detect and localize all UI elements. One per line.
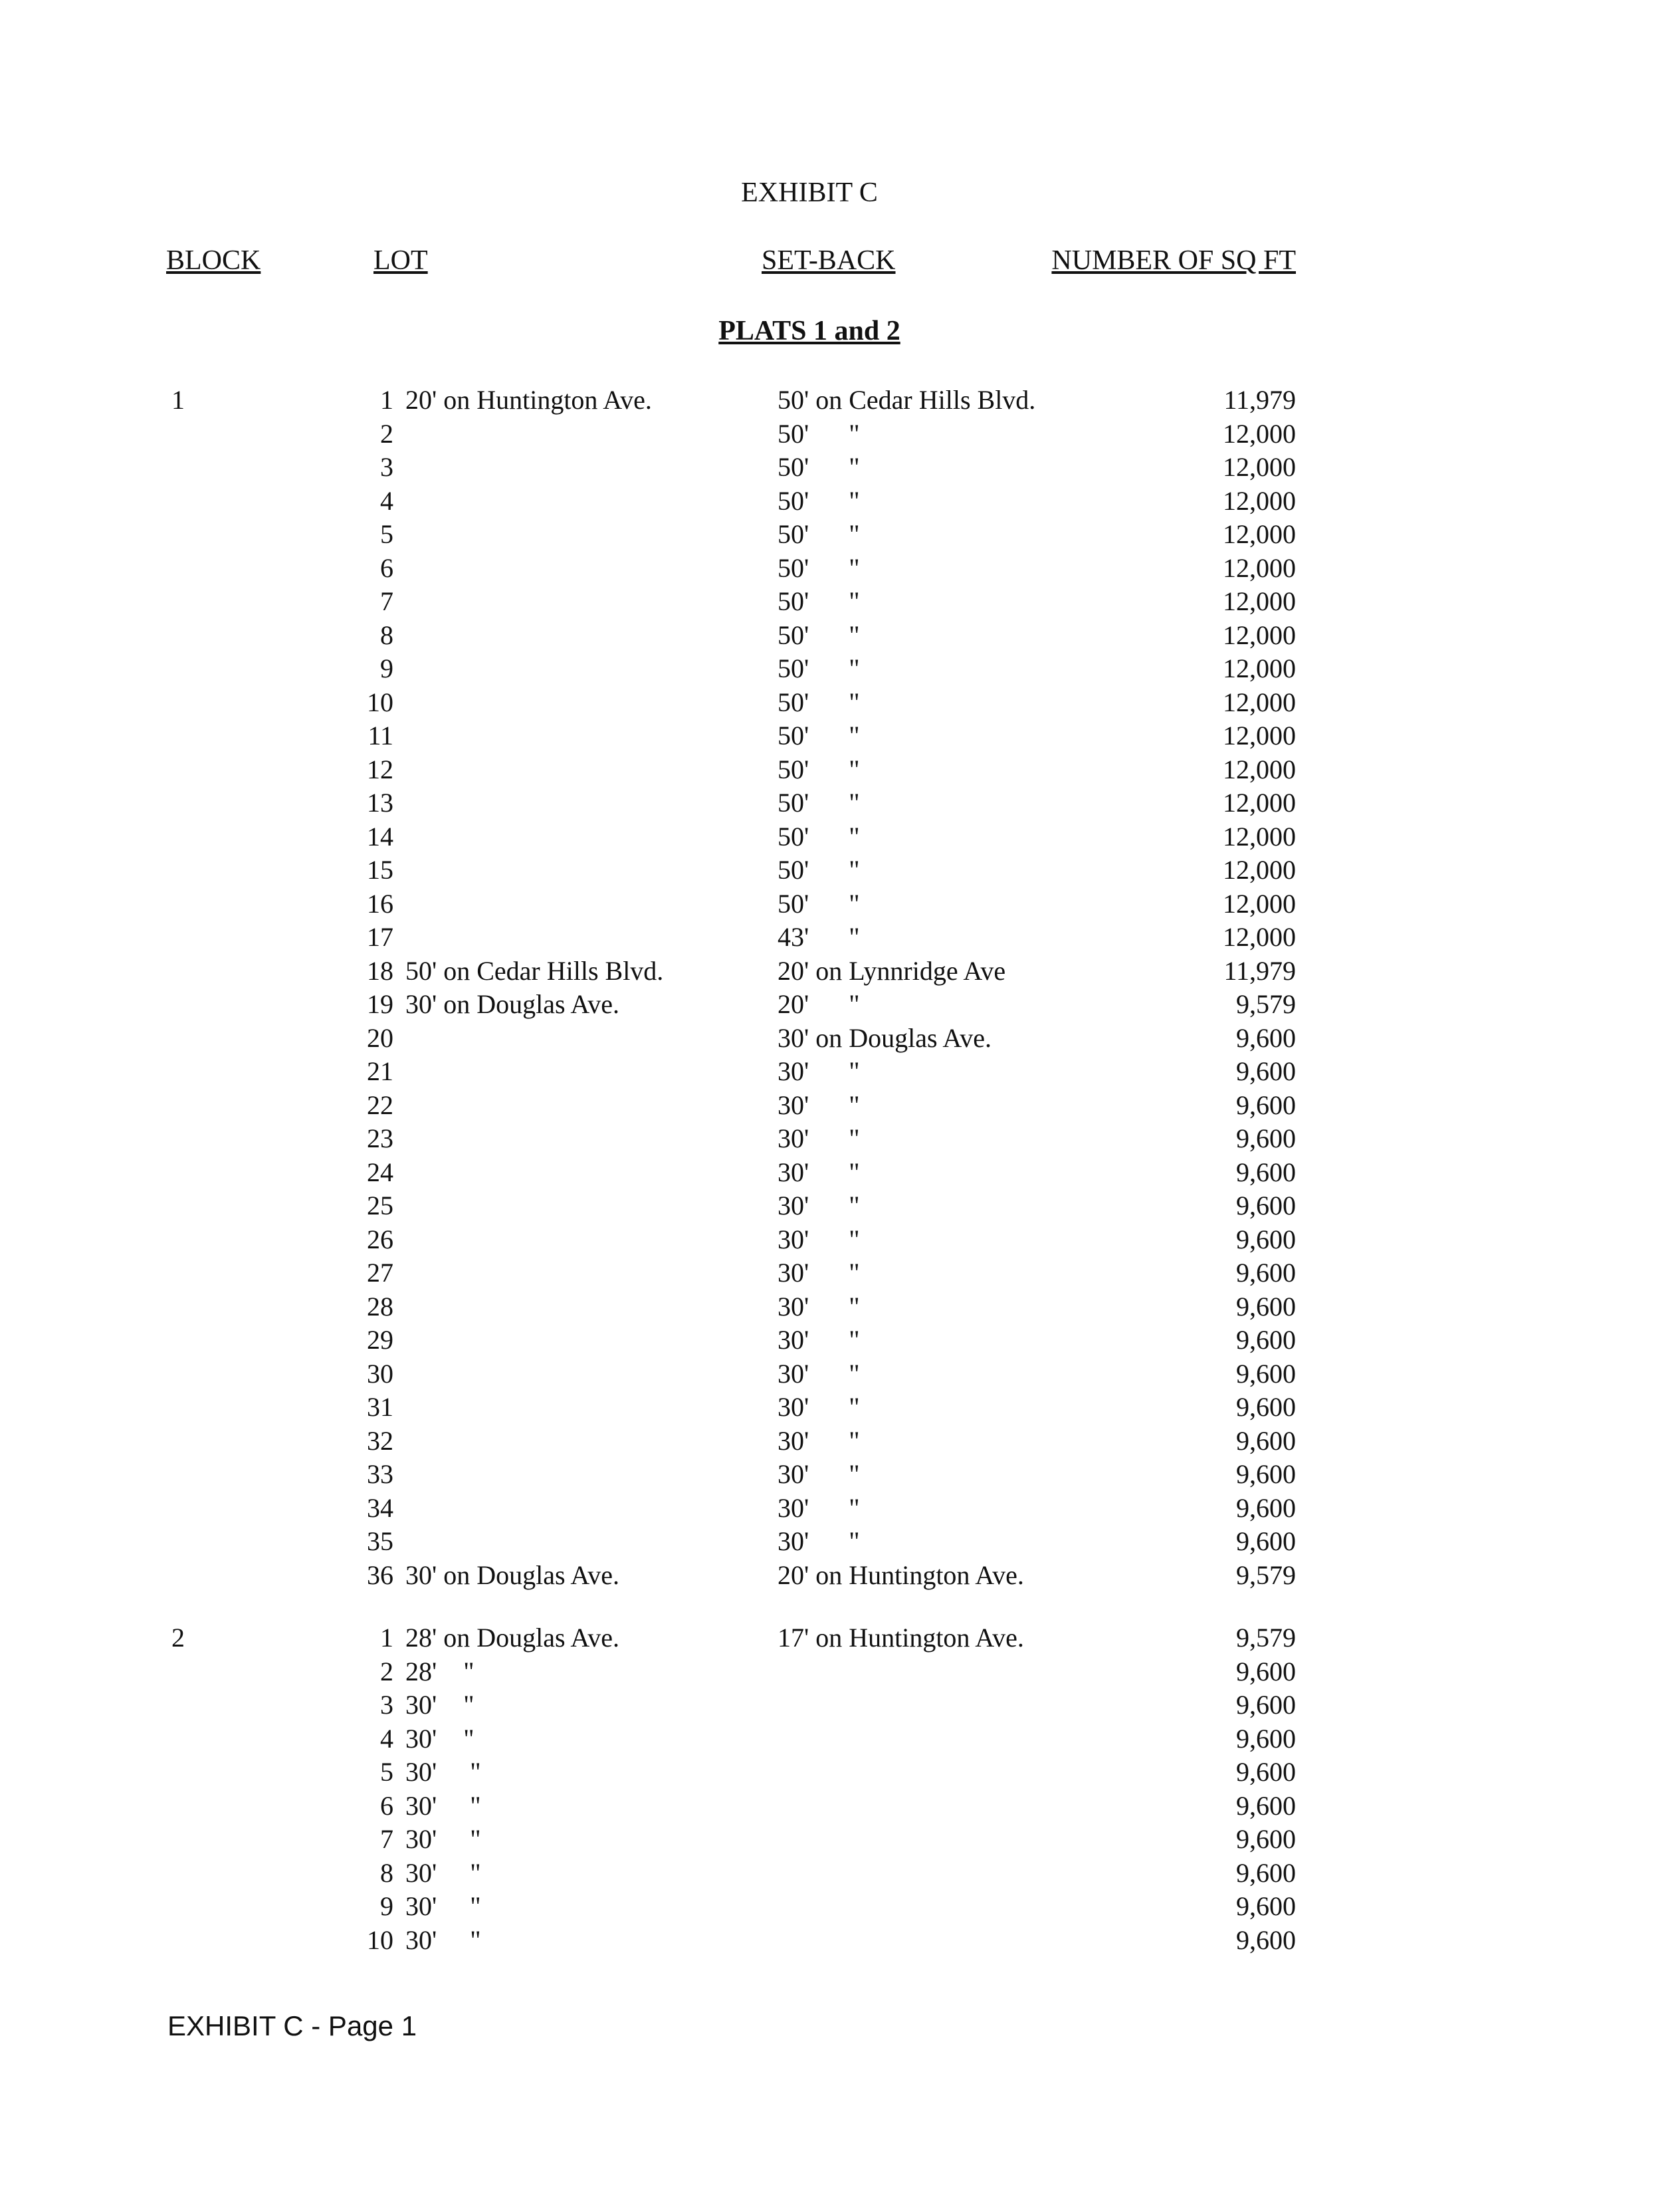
- table-row: [0, 1123, 1680, 1157]
- frontage-cell: 30' ": [405, 1757, 481, 1787]
- setback-cell: 17' on Huntington Ave.: [778, 1623, 1024, 1653]
- sqft-cell: 12,000: [1223, 754, 1296, 784]
- sqft-cell: 12,000: [1223, 721, 1296, 750]
- table-row: [0, 1324, 1680, 1358]
- lot-cell: 30: [367, 1358, 393, 1389]
- table-row: [0, 854, 1680, 888]
- setback-cell: 30' ": [778, 1056, 860, 1086]
- lot-cell: 3: [380, 1690, 393, 1720]
- table-row: [0, 1391, 1680, 1425]
- column-header-lot: LOT: [373, 245, 428, 276]
- lot-cell: 3: [380, 452, 393, 482]
- frontage-cell: 28' on Douglas Ave.: [405, 1623, 619, 1653]
- table-row: [0, 1022, 1680, 1056]
- lot-table: [0, 384, 1680, 1958]
- column-header-setback: SET-BACK: [762, 245, 896, 276]
- setback-cell: 43' ": [778, 922, 860, 952]
- lot-cell: 28: [367, 1291, 393, 1322]
- page-footer: EXHIBIT C - Page 1: [167, 2010, 417, 2041]
- section-title: PLATS 1 and 2: [718, 316, 900, 346]
- sqft-cell: 12,000: [1223, 552, 1296, 583]
- lot-cell: 13: [367, 788, 393, 818]
- lot-cell: 32: [367, 1425, 393, 1456]
- setback-cell: 50' on Cedar Hills Blvd.: [778, 385, 1036, 415]
- lot-cell: 10: [367, 1924, 393, 1955]
- table-row: [0, 1689, 1680, 1723]
- lot-cell: 25: [367, 1191, 393, 1220]
- sqft-cell: 12,000: [1223, 586, 1296, 616]
- lot-cell: 11: [368, 721, 393, 750]
- table-row: [0, 1526, 1680, 1559]
- sqft-cell: 12,000: [1223, 653, 1296, 683]
- frontage-cell: 30' ": [405, 1790, 481, 1821]
- table-row: [0, 1924, 1680, 1958]
- lot-cell: 9: [380, 1891, 393, 1921]
- frontage-cell: 30' on Douglas Ave.: [405, 1559, 619, 1590]
- lot-cell: 4: [380, 1723, 393, 1754]
- sqft-cell: 9,600: [1236, 1022, 1296, 1053]
- lot-cell: 1: [380, 385, 393, 415]
- setback-cell: 30' ": [778, 1492, 860, 1523]
- sqft-cell: 11,979: [1223, 385, 1296, 415]
- table-row: [0, 518, 1680, 552]
- table-row: [0, 1559, 1680, 1593]
- setback-cell: 30' on Douglas Ave.: [778, 1022, 992, 1053]
- lot-cell: 31: [367, 1392, 393, 1422]
- sqft-cell: 12,000: [1223, 418, 1296, 449]
- setback-cell: 30' ": [778, 1191, 860, 1220]
- table-row: [0, 720, 1680, 754]
- frontage-cell: 30' on Douglas Ave.: [405, 989, 619, 1019]
- sqft-cell: 9,600: [1236, 1258, 1296, 1288]
- setback-cell: 30' ": [778, 1459, 860, 1489]
- setback-cell: 50' ": [778, 552, 860, 583]
- setback-cell: 30' ": [778, 1526, 860, 1556]
- table-row: [0, 754, 1680, 788]
- frontage-cell: 30' ": [405, 1723, 474, 1754]
- setback-cell: 50' ": [778, 452, 860, 482]
- table-row: [0, 687, 1680, 721]
- sqft-cell: 9,600: [1236, 1690, 1296, 1720]
- sqft-cell: 9,579: [1236, 989, 1296, 1019]
- table-row: [0, 921, 1680, 955]
- setback-cell: 50' ": [778, 821, 860, 852]
- lot-cell: 19: [367, 989, 393, 1019]
- sqft-cell: 9,600: [1236, 1857, 1296, 1888]
- table-row: [0, 586, 1680, 620]
- lot-cell: 12: [367, 754, 393, 784]
- setback-cell: 20' ": [778, 989, 860, 1019]
- sqft-cell: 12,000: [1223, 452, 1296, 482]
- lot-cell: 33: [367, 1459, 393, 1489]
- setback-cell: 50' ": [778, 754, 860, 784]
- frontage-cell: 28' ": [405, 1656, 474, 1686]
- lot-cell: 1: [380, 1623, 393, 1653]
- lot-cell: 8: [380, 620, 393, 650]
- setback-cell: 30' ": [778, 1157, 860, 1187]
- setback-cell: 50' ": [778, 620, 860, 650]
- block-cell: 1: [171, 385, 185, 415]
- setback-cell: 20' on Huntington Ave.: [778, 1559, 1024, 1590]
- lot-cell: 10: [367, 687, 393, 717]
- sqft-cell: 9,600: [1236, 1157, 1296, 1187]
- setback-cell: 50' ": [778, 485, 860, 516]
- sqft-cell: 12,000: [1223, 855, 1296, 885]
- table-row: [0, 1622, 1680, 1656]
- table-row: [0, 988, 1680, 1022]
- setback-cell: 30' ": [778, 1090, 860, 1120]
- table-row: [0, 485, 1680, 519]
- lot-cell: 15: [367, 855, 393, 885]
- setback-cell: 50' ": [778, 855, 860, 885]
- lot-cell: 7: [380, 1824, 393, 1854]
- lot-cell: 2: [380, 1656, 393, 1686]
- sqft-cell: 12,000: [1223, 519, 1296, 549]
- sqft-cell: 12,000: [1223, 821, 1296, 852]
- setback-cell: 50' ": [778, 788, 860, 818]
- setback-cell: 30' ": [778, 1291, 860, 1322]
- frontage-cell: 30' ": [405, 1857, 481, 1888]
- lot-cell: 22: [367, 1090, 393, 1120]
- lot-cell: 5: [380, 1757, 393, 1787]
- setback-cell: 30' ": [778, 1258, 860, 1288]
- table-row: [0, 1257, 1680, 1291]
- sqft-cell: 9,600: [1236, 1191, 1296, 1220]
- sqft-cell: 9,600: [1236, 1056, 1296, 1086]
- table-row: [0, 1823, 1680, 1857]
- frontage-cell: 30' ": [405, 1891, 481, 1921]
- setback-cell: 30' ": [778, 1425, 860, 1456]
- frontage-cell: 30' ": [405, 1924, 481, 1955]
- lot-cell: 2: [380, 418, 393, 449]
- lot-cell: 35: [367, 1526, 393, 1556]
- table-row: [0, 787, 1680, 821]
- table-row: [0, 1291, 1680, 1325]
- setback-cell: 50' ": [778, 888, 860, 919]
- table-row: [0, 1492, 1680, 1526]
- frontage-cell: 20' on Huntington Ave.: [405, 385, 652, 415]
- sqft-cell: 9,579: [1236, 1623, 1296, 1653]
- sqft-cell: 12,000: [1223, 485, 1296, 516]
- lot-cell: 18: [367, 955, 393, 986]
- sqft-cell: 12,000: [1223, 687, 1296, 717]
- table-row: [0, 1723, 1680, 1757]
- sqft-cell: 9,579: [1236, 1559, 1296, 1590]
- lot-cell: 29: [367, 1325, 393, 1355]
- sqft-cell: 9,600: [1236, 1656, 1296, 1686]
- setback-cell: 30' ": [778, 1123, 860, 1153]
- table-row: [0, 888, 1680, 922]
- sqft-cell: 9,600: [1236, 1723, 1296, 1754]
- lot-cell: 27: [367, 1258, 393, 1288]
- setback-cell: 20' on Lynnridge Ave: [778, 955, 1006, 986]
- setback-cell: 30' ": [778, 1358, 860, 1389]
- table-row: [0, 1790, 1680, 1824]
- block-cell: 2: [171, 1623, 185, 1653]
- setback-cell: 30' ": [778, 1325, 860, 1355]
- sqft-cell: 9,600: [1236, 1090, 1296, 1120]
- sqft-cell: 9,600: [1236, 1924, 1296, 1955]
- lot-cell: 6: [380, 1790, 393, 1821]
- lot-cell: 4: [380, 485, 393, 516]
- sqft-cell: 9,600: [1236, 1891, 1296, 1921]
- table-row: [0, 620, 1680, 653]
- column-header-sqft: NUMBER OF SQ FT: [1051, 245, 1296, 276]
- sqft-cell: 9,600: [1236, 1425, 1296, 1456]
- table-row: [0, 1190, 1680, 1224]
- table-row: [0, 653, 1680, 687]
- setback-cell: 30' ": [778, 1392, 860, 1422]
- lot-cell: 7: [380, 586, 393, 616]
- table-row: [0, 821, 1680, 855]
- table-row: [0, 1857, 1680, 1891]
- exhibit-title: EXHIBIT C: [741, 177, 878, 208]
- table-row: [0, 1756, 1680, 1790]
- sqft-cell: 12,000: [1223, 922, 1296, 952]
- lot-cell: 8: [380, 1857, 393, 1888]
- table-row: [0, 1458, 1680, 1492]
- frontage-cell: 30' ": [405, 1690, 474, 1720]
- setback-cell: 50' ": [778, 418, 860, 449]
- lot-cell: 17: [367, 922, 393, 952]
- lot-cell: 5: [380, 519, 393, 549]
- frontage-cell: 30' ": [405, 1824, 481, 1854]
- column-header-block: BLOCK: [166, 245, 261, 276]
- table-row: [0, 1224, 1680, 1258]
- setback-cell: 50' ": [778, 721, 860, 750]
- frontage-cell: 50' on Cedar Hills Blvd.: [405, 955, 664, 986]
- table-row: [0, 1425, 1680, 1459]
- table-row: [0, 1891, 1680, 1924]
- sqft-cell: 12,000: [1223, 620, 1296, 650]
- table-row: [0, 955, 1680, 989]
- sqft-cell: 11,979: [1223, 955, 1296, 986]
- lot-cell: 23: [367, 1123, 393, 1153]
- sqft-cell: 9,600: [1236, 1757, 1296, 1787]
- setback-cell: 50' ": [778, 519, 860, 549]
- lot-cell: 21: [367, 1056, 393, 1086]
- lot-cell: 36: [367, 1559, 393, 1590]
- setback-cell: 50' ": [778, 586, 860, 616]
- lot-cell: 26: [367, 1224, 393, 1254]
- table-row: [0, 1358, 1680, 1392]
- table-row: [0, 451, 1680, 485]
- lot-cell: 6: [380, 552, 393, 583]
- sqft-cell: 9,600: [1236, 1526, 1296, 1556]
- sqft-cell: 9,600: [1236, 1790, 1296, 1821]
- lot-cell: 9: [380, 653, 393, 683]
- table-row: [0, 1056, 1680, 1090]
- sqft-cell: 9,600: [1236, 1358, 1296, 1389]
- setback-cell: 30' ": [778, 1224, 860, 1254]
- setback-cell: 50' ": [778, 687, 860, 717]
- sqft-cell: 9,600: [1236, 1824, 1296, 1854]
- setback-cell: 50' ": [778, 653, 860, 683]
- sqft-cell: 9,600: [1236, 1224, 1296, 1254]
- table-row: [0, 418, 1680, 452]
- lot-cell: 24: [367, 1157, 393, 1187]
- sqft-cell: 12,000: [1223, 888, 1296, 919]
- sqft-cell: 9,600: [1236, 1325, 1296, 1355]
- table-row: [0, 1090, 1680, 1123]
- lot-cell: 34: [367, 1492, 393, 1523]
- sqft-cell: 9,600: [1236, 1459, 1296, 1489]
- table-row: [0, 1157, 1680, 1191]
- lot-cell: 16: [367, 888, 393, 919]
- table-row: [0, 384, 1680, 418]
- table-row: [0, 552, 1680, 586]
- lot-cell: 20: [367, 1022, 393, 1053]
- lot-cell: 14: [367, 821, 393, 852]
- sqft-cell: 12,000: [1223, 788, 1296, 818]
- table-row: [0, 1656, 1680, 1690]
- sqft-cell: 9,600: [1236, 1392, 1296, 1422]
- sqft-cell: 9,600: [1236, 1291, 1296, 1322]
- sqft-cell: 9,600: [1236, 1123, 1296, 1153]
- sqft-cell: 9,600: [1236, 1492, 1296, 1523]
